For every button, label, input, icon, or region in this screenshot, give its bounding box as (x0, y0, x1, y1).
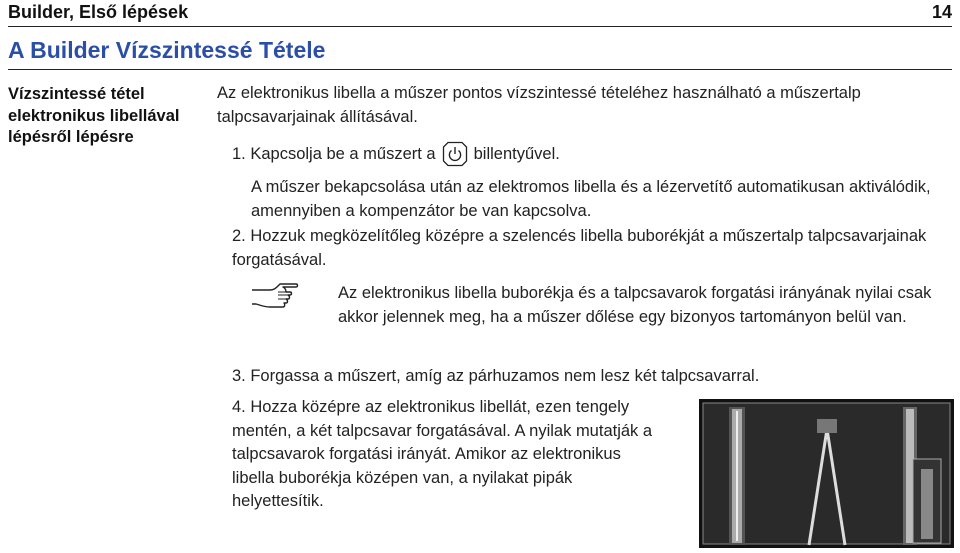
sidebar-title: Vízszintessé tétel elektronikus libellával lépésről lépésre (8, 85, 180, 146)
step-3: 3. Forgassa a műszert, amíg az párhuzamos nem lesz két talpcsavarral. (232, 367, 760, 385)
step-2: 2. Hozzuk megközelítőleg középre a szelencés libella buborékját a műszertalp talpcsavarjainak forgatásával. (232, 227, 927, 269)
pointing-hand-icon (250, 280, 300, 310)
section-title: A Builder Vízszintessé Tétele (8, 37, 326, 63)
step-4: 4. Hozza középre az elektronikus libellát, ezen tengely mentén, a két talpcsavar forgatásával. A nyilak mutatják a talpcsavarok forgatási irányát. Amikor az elektronikus libella buborékja középen van, a nyilakat pipák helyettesítik. (232, 398, 653, 510)
section-divider (8, 69, 952, 70)
header-divider (8, 26, 952, 27)
step-1-prefix: 1. Kapcsolja be a műszert a (232, 145, 436, 163)
power-key-icon (442, 141, 468, 167)
step-1-suffix: billentyűvel. (473, 145, 560, 163)
step-1-detail: A műszer bekapcsolása után az elektromos libella és a lézervetítő automatikusan aktiválódik, amennyiben a kompenzátor be van kapcsolva. (251, 178, 931, 220)
intro-paragraph: Az elektronikus libella a műszer pontos vízszintessé tételéhez használható a műszertalp talpcsavarjainak állításával. (217, 84, 861, 126)
note-text: Az elektronikus libella buborékja és a talpcsavarok forgatási irányának nyilai csak akkor jelennek meg, ha a műszer dőlése egy bizonyos tartományon belül van. (338, 284, 932, 326)
level-display-image (699, 399, 954, 548)
page-number: 14 (931, 2, 952, 22)
step-1 (232, 141, 560, 167)
header-title: Builder, Első lépések (8, 2, 189, 22)
